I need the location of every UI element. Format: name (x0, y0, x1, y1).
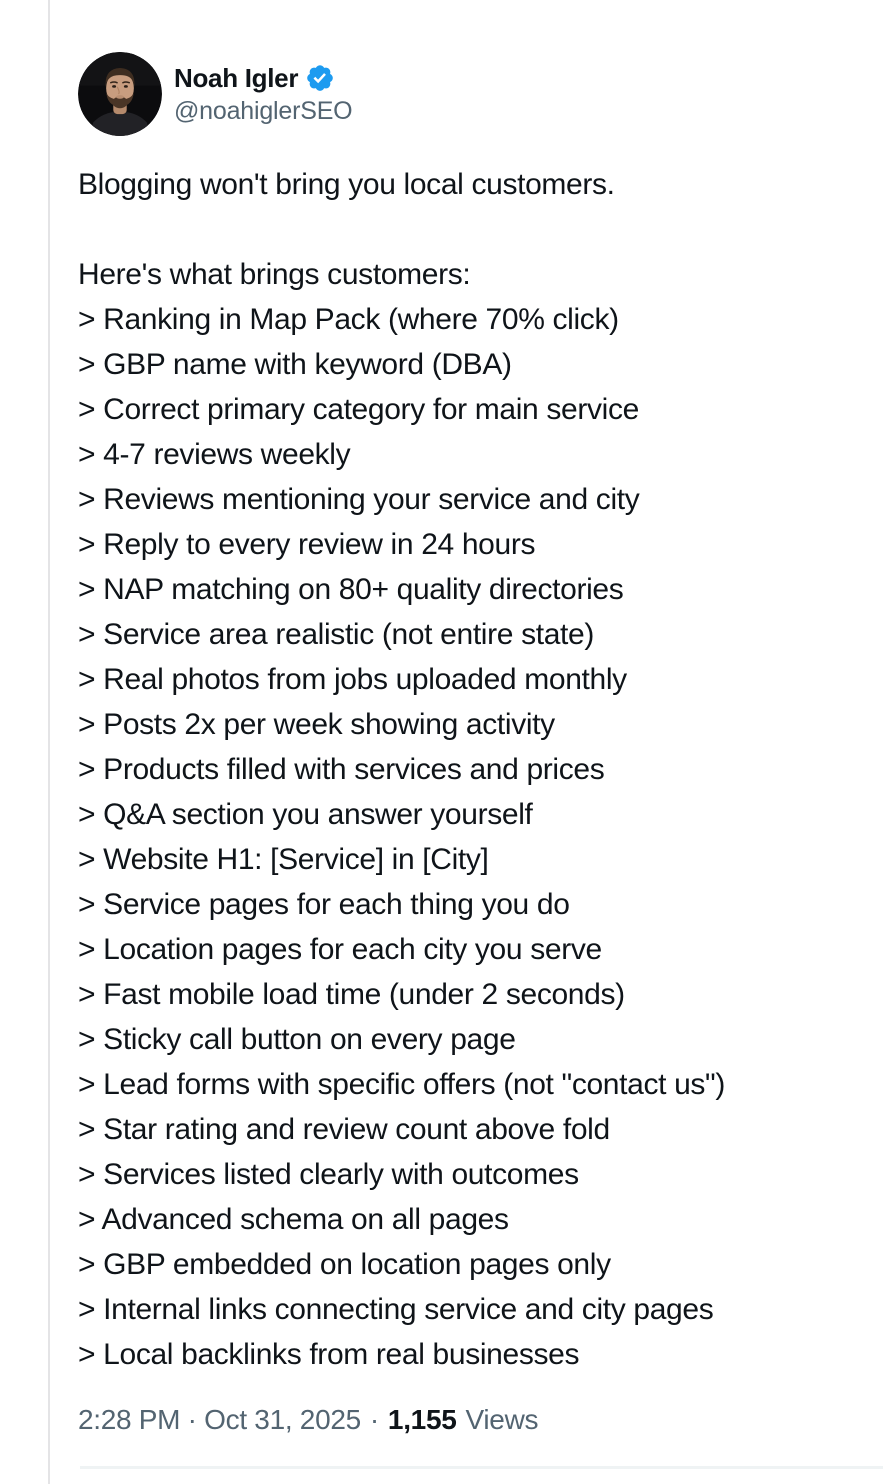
tweet-meta (78, 1403, 838, 1437)
tweet-text-line: > Services listed clearly with outcomes (78, 1158, 579, 1191)
bottom-divider (80, 1466, 883, 1469)
tweet-text-line: > GBP name with keyword (DBA) (78, 348, 512, 381)
tweet-text-line: Here's what brings customers: (78, 258, 471, 291)
tweet-text-line (78, 207, 838, 252)
views-label: Views (465, 1404, 539, 1435)
tweet-text-line: > Q&A section you answer yourself (78, 798, 533, 831)
avatar[interactable] (78, 52, 162, 136)
tweet-text (78, 162, 838, 1377)
tweet-text-line: > Real photos from jobs uploaded monthly (78, 663, 627, 696)
tweet-text-line: > Star rating and review count above fold (78, 1113, 610, 1146)
views-count: 1,155 (387, 1404, 457, 1435)
tweet-card (78, 52, 838, 1437)
tweet-text-line: > Local backlinks from real businesses (78, 1338, 580, 1371)
tweet-text-line: > Products filled with services and prices (78, 753, 605, 786)
tweet-text-line: > Fast mobile load time (under 2 seconds) (78, 978, 625, 1011)
tweet-text-line: > Internal links connecting service and city pages (78, 1293, 714, 1326)
author-name[interactable]: Noah Igler (174, 62, 299, 93)
tweet-header (78, 52, 838, 136)
tweet-text-line: > Reply to every review in 24 hours (78, 528, 536, 561)
tweet-text-line: > Lead forms with specific offers (not "contact us") (78, 1068, 726, 1101)
tweet-text-line: > Ranking in Map Pack (where 70% click) (78, 303, 619, 336)
author-handle[interactable]: @noahiglerSEO (174, 96, 353, 125)
meta-separator: · (369, 1404, 379, 1435)
verified-badge-icon (305, 63, 335, 93)
tweet-text-line: > Posts 2x per week showing activity (78, 708, 555, 741)
tweet-timestamp: 2:28 PM · Oct 31, 2025 (78, 1404, 361, 1435)
tweet-text-line: > Reviews mentioning your service and city (78, 483, 640, 516)
tweet-text-line: > Service area realistic (not entire state) (78, 618, 595, 651)
tweet-text-line: > Correct primary category for main service (78, 393, 639, 426)
tweet-text-line: > Service pages for each thing you do (78, 888, 570, 921)
tweet-text-line: > GBP embedded on location pages only (78, 1248, 611, 1281)
tweet-text-line: > NAP matching on 80+ quality directories (78, 573, 624, 606)
avatar-photo (78, 52, 162, 136)
tweet-text-line: > 4-7 reviews weekly (78, 438, 351, 471)
author-block (174, 62, 352, 127)
tweet-text-line: > Location pages for each city you serve (78, 933, 602, 966)
tweet-text-line: > Website H1: [Service] in [City] (78, 843, 489, 876)
tweet-text-line: Blogging won't bring you local customers. (78, 168, 615, 201)
left-edge-line (48, 0, 50, 1484)
tweet-text-line: > Advanced schema on all pages (78, 1203, 509, 1236)
tweet-text-line: > Sticky call button on every page (78, 1023, 516, 1056)
